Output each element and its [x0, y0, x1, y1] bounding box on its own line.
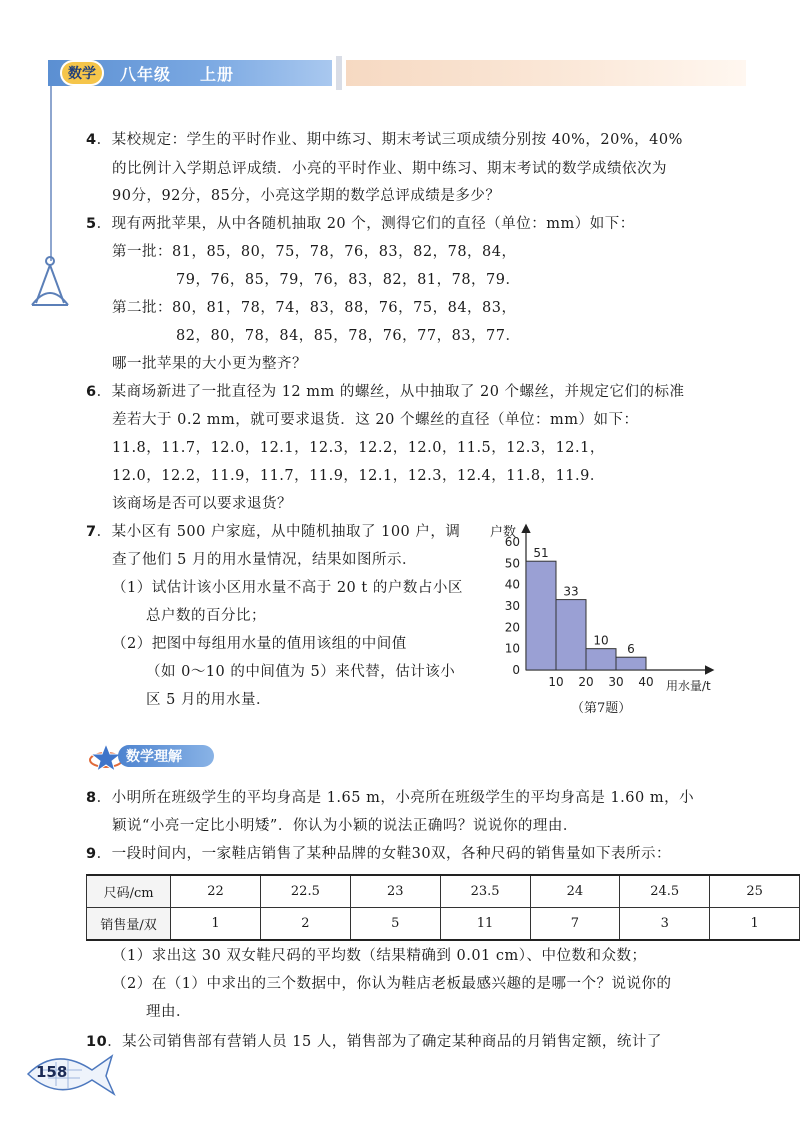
problem-6-question: 该商场是否可以要求退货？ [112, 496, 292, 512]
table-cell: 1 [710, 908, 800, 941]
y-tick-label: 60 [504, 535, 520, 549]
y-tick-label: 0 [512, 663, 520, 677]
problem-5-question: 哪一批苹果的大小更为整齐？ [112, 356, 307, 372]
y-tick-label: 30 [504, 599, 520, 613]
problem-10-number: 10 [86, 1034, 108, 1050]
problem-9-number: 9 [86, 846, 97, 862]
compass-icon [28, 255, 72, 311]
table-cell: 22 [171, 875, 261, 908]
y-axis-label: 户数 [490, 525, 517, 540]
table-cell: 22.5 [260, 875, 350, 908]
table-cell: 5 [350, 908, 440, 941]
problem-7-sub-2: （2）把图中每组用水量的值用该组的中间值 [112, 636, 407, 652]
table-cell: 24.5 [620, 875, 710, 908]
y-tick-label: 20 [504, 620, 520, 635]
table-row-header: 销售量/双 [87, 908, 171, 941]
histogram-bar [616, 657, 646, 670]
header-grade: 八年级 [120, 65, 172, 84]
problem-7-line: ．某小区有 500 户家庭，从中随机抽取了 100 户，调 [96, 524, 461, 540]
table-cell: 24 [530, 875, 620, 908]
problem-9-sub-2: （2）在（1）中求出的三个数据中，你认为鞋店老板最感兴趣的是哪一个？说说你的 [112, 976, 672, 992]
problem-7-sub-1-cont: 总户数的百分比； [146, 608, 266, 624]
y-tick-label: 10 [504, 641, 520, 656]
table-cell: 25 [710, 875, 800, 908]
problem-7-sub-1: （1）试估计该小区用水量不高于 20 t 的户数占小区 [112, 580, 463, 596]
table-cell: 23 [350, 875, 440, 908]
table-cell: 7 [530, 908, 620, 941]
x-tick-label: 40 [638, 675, 654, 689]
problem-5-intro: ．现有两批苹果，从中各随机抽取 20 个，测得它们的直径（单位：mm）如下： [96, 216, 635, 232]
bar-value-label: 33 [563, 584, 579, 599]
table-cell: 1 [171, 908, 261, 941]
margin-rule [50, 86, 52, 261]
subject-badge: 数学 [60, 60, 104, 86]
batch-2-line: 82，80，78，84，85，78，76，77，83，77． [176, 328, 521, 344]
problem-9-sub-2-cont: 理由． [146, 1004, 191, 1020]
problem-6-data-line: 12.0，12.2，11.9，11.7，11.9，12.1，12.3，12.4，11.8，11.9． [112, 468, 605, 484]
table-cell: 23.5 [440, 875, 530, 908]
problem-4-line: 90分，92分，85分，小亮这学期的数学总评成绩是多少？ [112, 188, 501, 204]
problem-7-sub-2-cont: （如 0～10 的中间值为 5）来代替，估计该小 [146, 664, 456, 680]
header-band [346, 60, 746, 86]
batch-1-line: 第一批：81，85，80，75，78，76，83，82，78，84， [112, 244, 517, 260]
figure-caption: （第7题） [571, 701, 632, 716]
problem-7-sub-2-cont: 区 5 月的用水量． [146, 692, 271, 708]
x-axis-label: 用水量/t [666, 679, 711, 693]
problem-5-number: 5 [86, 216, 97, 232]
problem-6-number: 6 [86, 384, 97, 400]
bar-value-label: 10 [593, 633, 609, 648]
problem-6-line: ．某商场新进了一批直径为 12 mm 的螺丝，从中抽取了 20 个螺丝，并规定它们的标准 [96, 384, 685, 400]
histogram-bar [556, 600, 586, 670]
problem-8-number: 8 [86, 790, 97, 806]
problem-9-intro: ．一段时间内，一家鞋店销售了某种品牌的女鞋30双，各种尺码的销售量如下表所示： [96, 846, 672, 862]
table-row-header: 尺码/cm [87, 875, 171, 908]
table-cell: 3 [620, 908, 710, 941]
page-number: 158 [36, 1063, 68, 1081]
problem-7-number: 7 [86, 524, 97, 540]
x-tick-label: 20 [578, 675, 594, 689]
problem-9-sub-1: （1）求出这 30 双女鞋尺码的平均数（结果精确到 0.01 cm）、中位数和众数； [112, 948, 647, 964]
y-tick-label: 40 [504, 577, 520, 592]
shoe-size-table [86, 874, 800, 941]
problem-6-data-line: 11.8，11.7，12.0，12.1，12.3，12.2，12.0，11.5，12.3，12.1， [112, 440, 605, 456]
problem-10-line: ．某公司销售部有营销人员 15 人，销售部为了确定某种商品的月销售定额，统计了 [107, 1034, 662, 1050]
water-usage-histogram [476, 522, 726, 694]
problem-8-line: ．小明所在班级学生的平均身高是 1.65 m，小亮所在班级学生的平均身高是 1.60 m，小 [96, 790, 695, 806]
problem-4-line: ．某校规定：学生的平时作业、期中练习、期末考试三项成绩分别按 40%，20%，40% [96, 132, 683, 148]
problem-7-line: 查了他们 5 月的用水量情况，结果如图所示． [112, 552, 417, 568]
header-divider [336, 56, 342, 90]
table-cell: 11 [440, 908, 530, 941]
y-tick-label: 50 [504, 556, 520, 571]
bar-value-label: 51 [533, 546, 549, 561]
bar-value-label: 6 [627, 642, 635, 657]
header-volume: 上册 [200, 65, 235, 84]
problem-4-number: 4 [86, 132, 97, 148]
section-heading: 数学理解 [118, 745, 214, 767]
problem-8-line: 颖说“小亮一定比小明矮”．你认为小颖的说法正确吗？说说你的理由． [112, 818, 578, 834]
problem-4-line: 的比例计入学期总评成绩．小亮的平时作业、期中练习、期末考试的数学成绩依次为 [112, 161, 667, 177]
histogram-bar [586, 649, 616, 670]
batch-1-line: 79，76，85，79，76，83，82，81，78，79． [176, 272, 521, 288]
histogram-bar [526, 561, 556, 670]
problem-6-line: 差若大于 0.2 mm，就可要求退货．这 20 个螺丝的直径（单位：mm）如下： [112, 412, 639, 428]
table-row [87, 875, 800, 908]
x-tick-label: 10 [548, 675, 564, 689]
batch-2-line: 第二批：80，81，78，74，83，88，76，75，84，83， [112, 300, 517, 316]
x-tick-label: 30 [608, 675, 624, 689]
table-row [87, 908, 800, 941]
table-cell: 2 [260, 908, 350, 941]
